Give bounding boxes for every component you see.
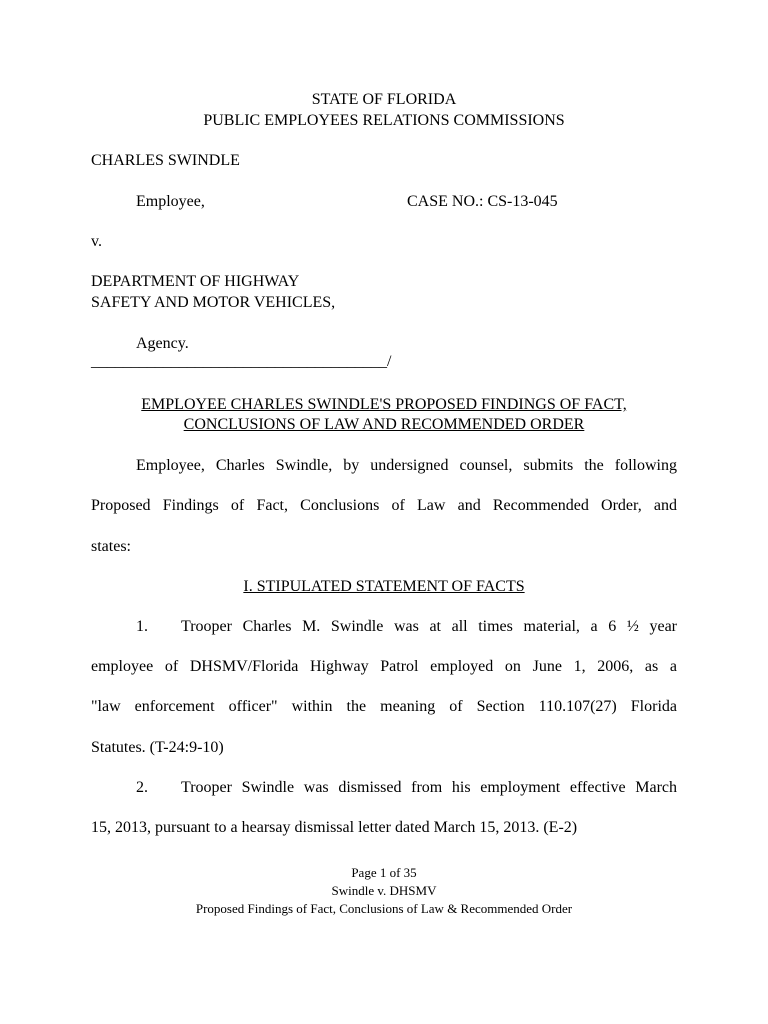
intro-line1: Employee, Charles Swindle, by undersigned counsel, submits the following	[136, 457, 677, 474]
paragraph-2-line1: Trooper Swindle was dismissed from his employment effective March	[181, 779, 677, 796]
intro-line3: states:	[91, 538, 131, 555]
section-heading: I. STIPULATED STATEMENT OF FACTS	[243, 578, 525, 595]
document-title-line1: EMPLOYEE CHARLES SWINDLE'S PROPOSED FINDINGS OF FACT,	[141, 396, 627, 413]
employee-role: Employee,	[136, 193, 205, 210]
employee-name: CHARLES SWINDLE	[91, 152, 240, 169]
paragraph-2-line2: 15, 2013, pursuant to a hearsay dismissal letter dated March 15, 2013. (E-2)	[91, 819, 578, 836]
paragraph-1-line1: Trooper Charles M. Swindle was at all times material, a 6 ½ year	[181, 618, 677, 635]
commission-heading: PUBLIC EMPLOYEES RELATIONS COMMISSIONS	[203, 112, 565, 129]
versus: v.	[91, 233, 102, 250]
paragraph-1-line2: employee of DHSMV/Florida Highway Patrol employed on June 1, 2006, as a	[91, 658, 677, 675]
paragraph-2-number: 2.	[136, 779, 148, 796]
state-heading: STATE OF FLORIDA	[311, 91, 457, 108]
footer-page-number: Page 1 of 35	[351, 865, 417, 880]
footer-short-title: Swindle v. DHSMV	[331, 883, 437, 898]
document-title-line2: CONCLUSIONS OF LAW AND RECOMMENDED ORDER	[183, 416, 585, 433]
agency-name-line2: SAFETY AND MOTOR VEHICLES,	[91, 294, 336, 311]
case-number: CASE NO.: CS-13-045	[407, 193, 558, 210]
agency-name-line1: DEPARTMENT OF HIGHWAY	[91, 273, 300, 290]
footer-full-title: Proposed Findings of Fact, Conclusions of Law & Recommended Order	[195, 901, 573, 916]
paragraph-1-line3: "law enforcement officer" within the meaning of Section 110.107(27) Florida	[91, 698, 677, 715]
signature-rule: _____________________________________/	[91, 353, 392, 370]
paragraph-1-number: 1.	[136, 618, 148, 635]
intro-line2: Proposed Findings of Fact, Conclusions of Law and Recommended Order, and	[91, 497, 677, 514]
paragraph-1-line4: Statutes. (T-24:9-10)	[91, 739, 224, 756]
agency-role: Agency.	[136, 335, 189, 352]
